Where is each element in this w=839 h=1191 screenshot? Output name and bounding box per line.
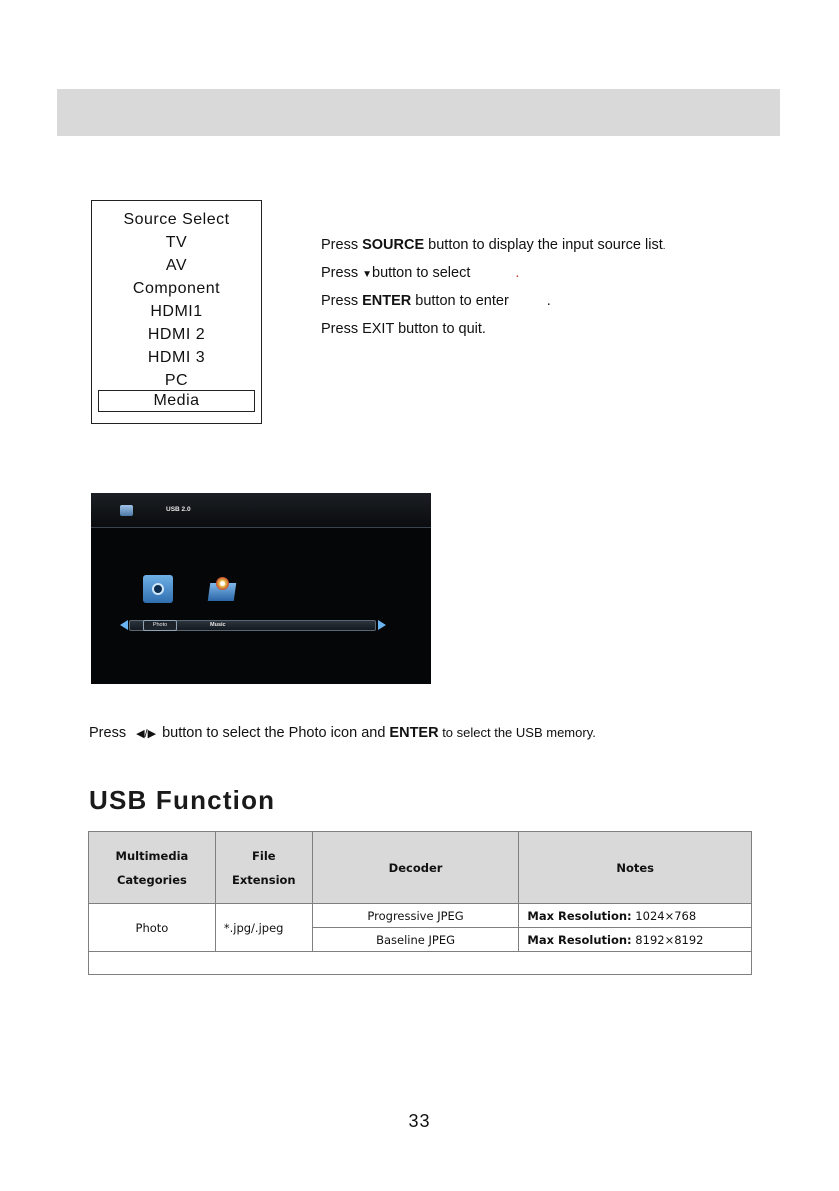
cell-notes: Max Resolution: 1024×768 [519,904,752,928]
enter-key-label-2: ENTER [389,725,439,741]
nav-item-music[interactable]: Music [210,622,226,628]
usb-function-table [88,831,752,975]
usb-title: USB 2.0 [166,506,191,513]
nav-right-arrow-icon[interactable] [378,620,386,630]
cell-extension: *.jpg/.jpeg [215,904,312,952]
table-row [89,904,752,928]
usb-screen [91,493,431,684]
usb-home-icon [120,505,133,516]
nav-item-photo[interactable]: Photo [143,620,177,631]
music-disc-icon[interactable] [207,573,237,603]
source-item-pc[interactable]: PC [164,372,189,389]
source-item-hdmi2[interactable]: HDMI 2 [147,326,206,343]
source-item-hdmi3[interactable]: HDMI 3 [147,349,206,366]
page-number: 33 [408,1111,431,1131]
source-item-tv[interactable]: TV [165,234,188,251]
source-select-title: Source Select [123,211,230,228]
source-key-label: SOURCE [362,237,425,253]
nav-left-arrow-icon[interactable] [120,620,128,630]
source-select-menu [91,200,262,424]
header-decoder: Decoder [312,832,519,904]
enter-key-label: ENTER [362,293,412,309]
header-extension: File Extension [215,832,312,904]
source-item-media[interactable]: Media [153,392,200,409]
instruction-enter: Press ENTER button to enter . [321,293,551,309]
source-item-hdmi1[interactable]: HDMI1 [150,303,203,320]
usb-topbar [91,493,431,528]
source-item-component[interactable]: Component [132,280,221,297]
instruction-select: Press ▼button to select . [321,265,520,281]
instruction-exit: Press EXIT button to quit. [321,321,486,337]
section-title: USB Function [89,785,276,815]
instruction-source: Press SOURCE button to display the input source list. [321,237,666,253]
header-category: Multimedia Categories [89,832,216,904]
cell-notes: Max Resolution: 8192×8192 [519,928,752,952]
cell-decoder: Baseline JPEG [312,928,519,952]
table-empty-row [89,952,752,975]
table-header-row [89,832,752,904]
cell-decoder: Progressive JPEG [312,904,519,928]
header-notes: Notes [519,832,752,904]
source-item-av[interactable]: AV [165,257,188,274]
left-right-arrow-icon: ◀/▶ [136,728,157,740]
header-bar [57,89,780,136]
photo-camera-icon[interactable] [143,575,173,603]
cell-category: Photo [89,904,216,952]
photo-instruction: Press ◀/▶ button to select the Photo icon and ENTER to select the USB memory. [89,725,596,741]
down-arrow-icon: ▼ [362,269,372,280]
